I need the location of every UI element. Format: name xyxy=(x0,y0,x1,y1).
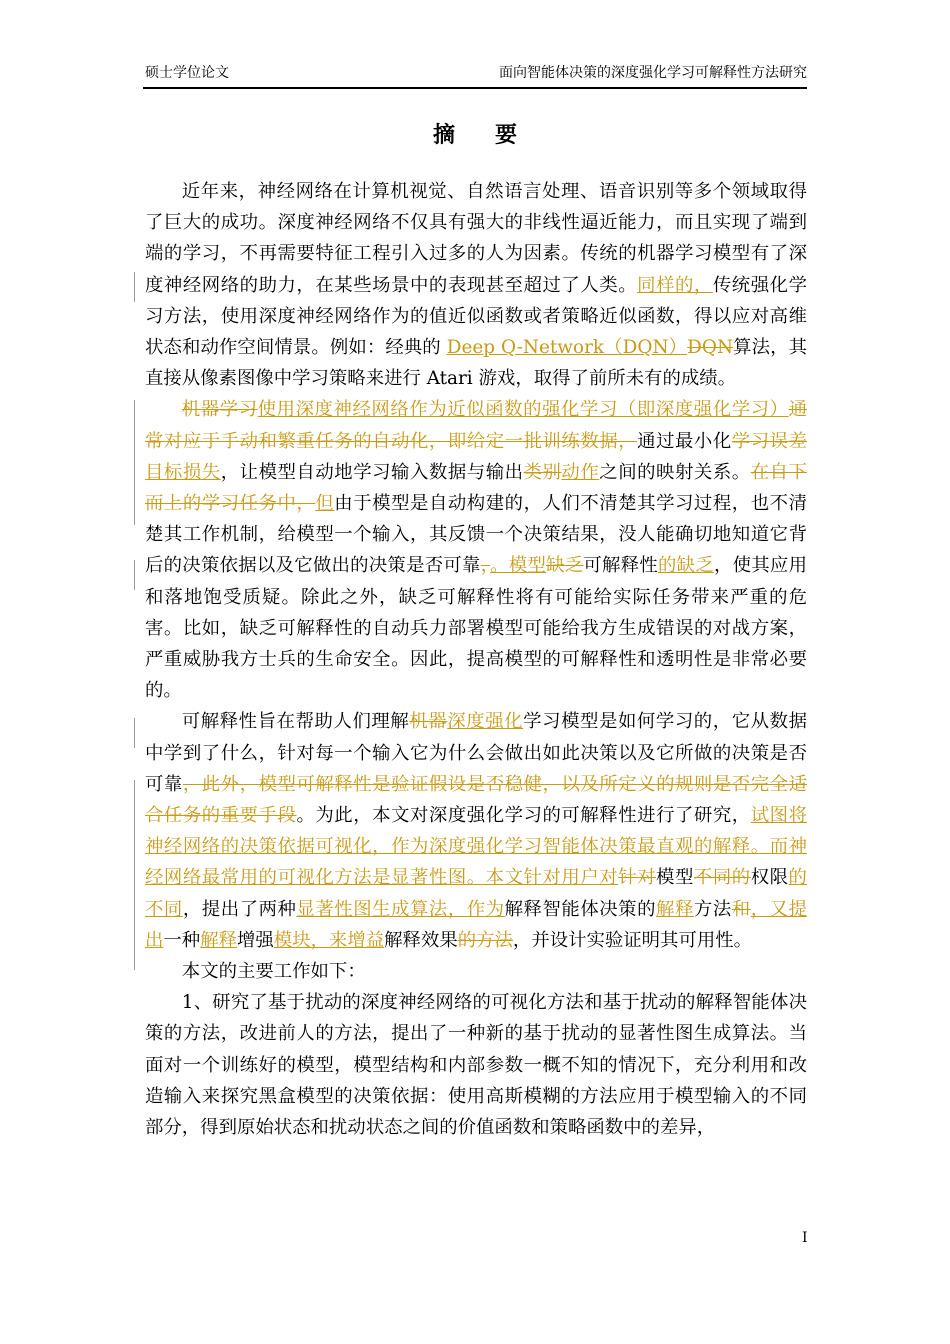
deleted-text: 学习误差 xyxy=(731,430,807,452)
header-right-text: 面向智能体决策的深度强化学习可解释性方法研究 xyxy=(499,65,807,81)
deleted-text: 不同的 xyxy=(693,867,751,889)
inserted-text: 目标损失 xyxy=(145,461,221,483)
deleted-text: 的方法 xyxy=(457,929,513,951)
change-bar xyxy=(134,780,135,970)
deleted-text: ，此外，模型可解释性是验证假设是否稳健，以及所定义的规则是否完全适合任务的重要手段 xyxy=(145,773,807,827)
paragraph xyxy=(145,956,807,987)
text-run: 算法，其直接从像素图像中学习策略来进行 Atari 游戏，取得了前所未有的成绩。 xyxy=(145,337,807,390)
change-bar xyxy=(134,560,135,590)
text-run: ，让模型自动地学习输入数据与输出 xyxy=(220,461,524,483)
inserted-text: 解释 xyxy=(656,898,694,920)
paragraph xyxy=(145,706,807,956)
deleted-text: ， xyxy=(480,555,491,577)
abstract-body xyxy=(145,176,807,1143)
paragraph xyxy=(145,987,807,1143)
text-run: 通过最小化 xyxy=(637,430,732,452)
header-rule xyxy=(143,87,807,89)
text-run: 近年来，神经网络在计算机视觉、自然语言处理、语音识别等多个领域取得了巨大的成功。深度神经网络不仅具有强大的非线性逼近能力，而且实现了端到端的学习，不再需要特征工程引入过多的人为因素。传统的机器学习模型有了深度神经网络的助力，在某些场景中的表现甚至超过了人类。 xyxy=(145,181,807,296)
inserted-text: 试图将神经网络的决策依据可视化，作为深度强化学习智能体决策最直观的解释。而神经网络最常用的可视化方法是显著性图。本文针对用户对 xyxy=(145,805,807,889)
inserted-text: 模块，来增益 xyxy=(273,929,385,951)
paragraph xyxy=(145,394,807,706)
deleted-text: 和 xyxy=(731,898,751,920)
text-run: 模型 xyxy=(656,867,694,889)
text-run: 学习模型是如何学习的，它从数据中学到了什么，针对每一个输入它为什么会做出如此决策以及它所做的决策是否可靠 xyxy=(145,711,807,795)
change-bar xyxy=(134,400,135,525)
inserted-text: 深度强化 xyxy=(447,711,524,733)
paragraph xyxy=(145,176,807,394)
deleted-text: DQN xyxy=(687,337,734,359)
text-run: 可解释性 xyxy=(583,555,659,577)
text-run: 之间的映射关系。 xyxy=(599,461,751,483)
change-bar xyxy=(134,718,135,748)
inserted-text: 显著性图生成算法，作为 xyxy=(296,898,505,920)
text-run: 。为此，本文对深度强化学习的可解释性进行了研究， xyxy=(296,805,751,827)
inserted-text: 动作 xyxy=(561,461,600,483)
page-title: 摘要 xyxy=(432,122,557,148)
deleted-text: 类别 xyxy=(523,461,562,483)
text-run: 增强 xyxy=(237,929,274,951)
change-bar xyxy=(134,272,135,302)
text-run: 由于模型是自动构建的，人们不清楚其学习过程，也不清楚其工作机制，给模型一个输入，其反馈一个决策结果，没人能确切地知道它背后的决策依据以及它做出的决策是否可靠 xyxy=(145,493,807,577)
text-run: 本文的主要工作如下： xyxy=(181,961,366,983)
text-run: 1、研究了基于扰动的深度神经网络的可视化方法和基于扰动的解释智能体决策的方法，改进前人的方法，提出了一种新的基于扰动的显著性图生成算法。当面对一个训练好的模型，模型结构和内部参数一概不知的情况下，充分利用和改造输入来探究黑盒模型的决策依据：使用高斯模糊的方法应用于模型输入的不同部分，得到原始状态和扰动状态之间的价值函数和策略函数中的差异， xyxy=(145,992,807,1139)
inserted-text: 同样的， xyxy=(637,274,713,296)
deleted-text: 在自下而上的学习任务中， xyxy=(145,461,807,515)
deleted-text: 通常对应于手动和繁重任务的自动化，即给定一批训练数据， xyxy=(145,399,807,452)
text-run: 权限 xyxy=(750,867,789,889)
text-run: 可解释性旨在帮助人们理解 xyxy=(181,711,410,733)
text-run: 传统强化学习方法，使用深度神经网络作为的值近似函数或者策略近似函数，得以应对高维状态和动作空间情景。例如：经典的 xyxy=(145,274,807,359)
text-run: ，提出了两种 xyxy=(182,898,297,920)
text-run: 一种 xyxy=(163,929,201,951)
text-run: 解释效果 xyxy=(384,929,458,951)
deleted-text: 缺乏 xyxy=(546,555,584,577)
deleted-text: 针对 xyxy=(618,867,657,889)
inserted-text: 的不同 xyxy=(145,867,807,920)
inserted-text: ，又提出 xyxy=(145,898,807,951)
deleted-text: 机器 xyxy=(409,711,448,733)
inserted-text: 。模型 xyxy=(490,555,547,577)
header-left-text: 硕士学位论文 xyxy=(145,65,229,81)
inserted-text: 的缺乏 xyxy=(658,555,714,577)
inserted-text: 解释 xyxy=(200,929,237,951)
text-run: 方法 xyxy=(693,898,732,920)
inserted-text: Deep Q-Network（DQN） xyxy=(446,337,688,359)
text-run: 解释智能体决策的 xyxy=(504,898,657,920)
text-run: ，使其应用和落地饱受质疑。除此之外，缺乏可解释性将有可能给实际任务带来严重的危害。比如，缺乏可解释性的自动兵力部署模型可能给我方生成错误的对战方案，严重威胁我方士兵的生命安全。因此，提高模型的可解释性和透明性是非常必要的。 xyxy=(145,555,807,702)
deleted-text: 机器学习 xyxy=(181,399,258,421)
inserted-text: 但 xyxy=(315,493,335,515)
inserted-text: 使用深度神经网络作为近似函数的强化学习（即深度强化学习） xyxy=(257,399,789,421)
text-run: ，并设计实验证明其可用性。 xyxy=(512,929,753,951)
page-number: I xyxy=(802,1230,808,1246)
